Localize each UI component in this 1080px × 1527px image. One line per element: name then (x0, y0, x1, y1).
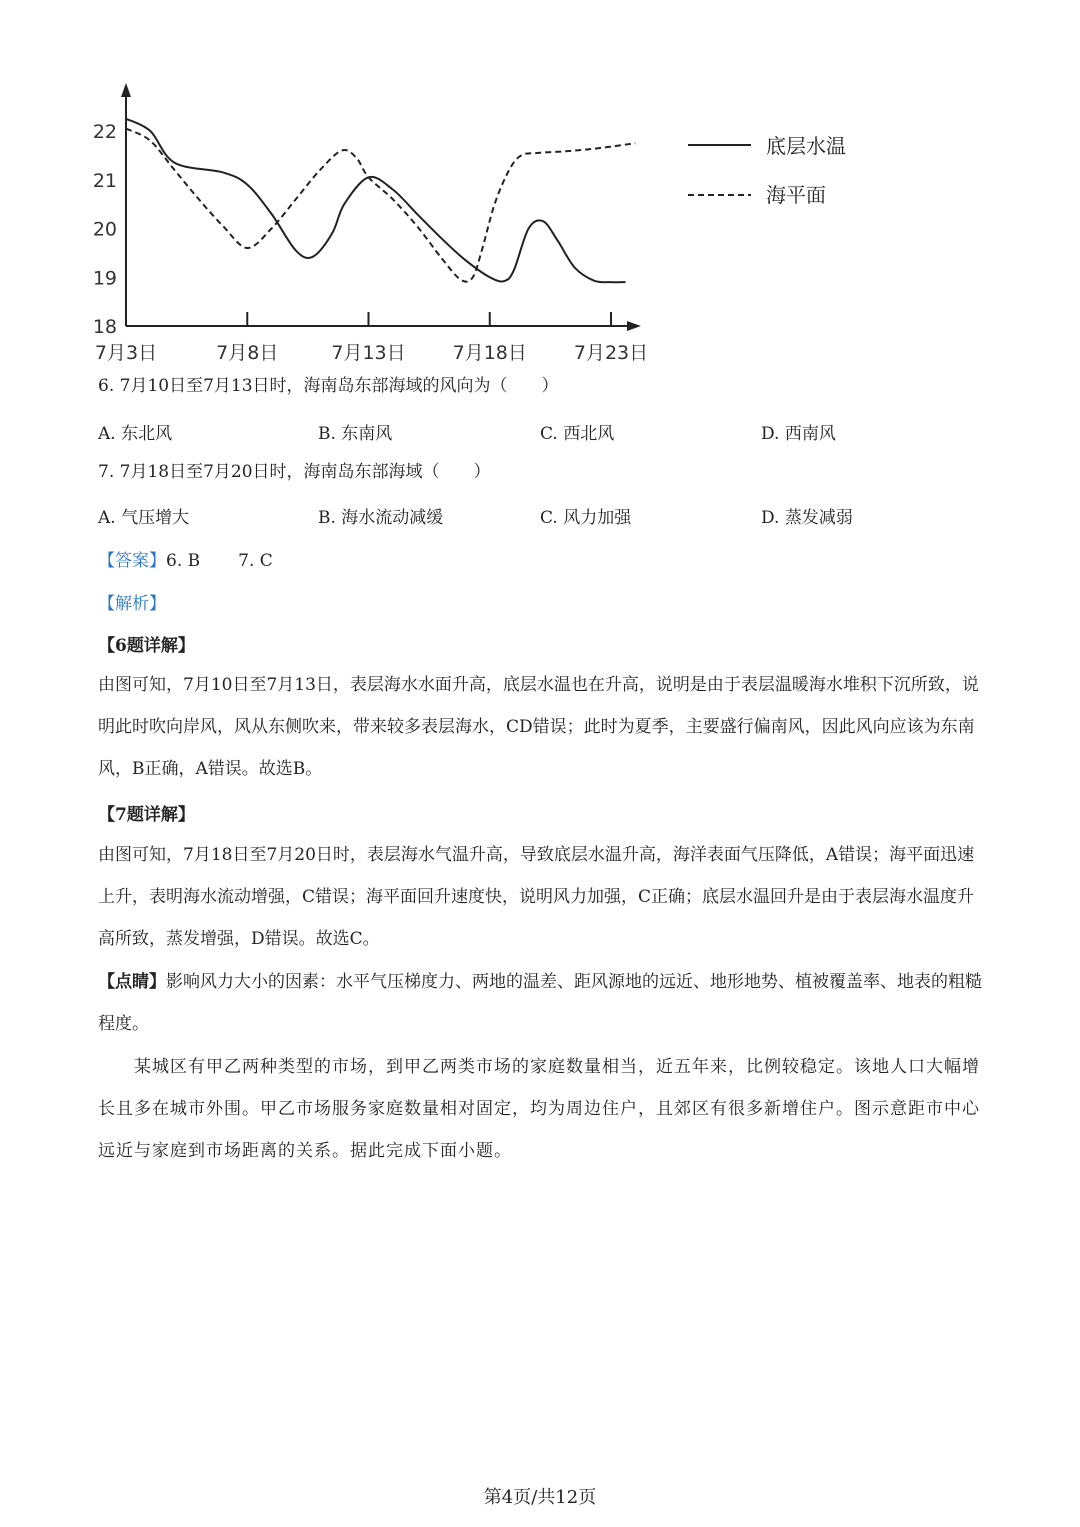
q6-option-d: D. 西南风 (761, 424, 836, 444)
q7-option-c: C. 风力加强 (540, 508, 632, 528)
page-footer: 第4页/共12页 (483, 1487, 597, 1508)
q6-option-b: B. 东南风 (318, 424, 393, 444)
analysis-label: 【解析】 (98, 594, 166, 614)
q7-option-a: A. 气压增大 (98, 508, 190, 528)
detail6-text: 由图可知，7月10日至7月13日，表层海水水面升高，底层水温也在升高，说明是由于表层温暖海水堆积下沉所致，说明此时吹向岸风，风从东侧吹来，带来较多表层海水，CD错误；此时为夏季，主要盛行偏南风，因此风向应该为东南风，B正确，A错误。故选B。 (98, 675, 979, 779)
q6-option-c: C. 西北风 (540, 424, 615, 444)
y-tick-label: 18 (92, 316, 117, 338)
y-tick-label: 19 (92, 267, 117, 290)
passage-text: 某城区有甲乙两种类型的市场，到甲乙两类市场的家庭数量相当，近五年来，比例较稳定。该地人口大幅增长且多在城市外围。甲乙市场服务家庭数量相对固定，均为周边住户，且郊区有很多新增住户。图示意距市中心远近与家庭到市场距离的关系。据此完成下面小题。 (98, 1057, 980, 1161)
legend-label-sea-level: 海平面 (766, 183, 826, 207)
tip-label: 【点睛】 (98, 972, 166, 992)
y-tick-label: 20 (92, 218, 117, 241)
q7-option-b: B. 海水流动减缓 (318, 508, 444, 528)
x-tick-label: 7月13日 (331, 342, 406, 364)
y-axis-arrow (121, 83, 131, 97)
answer-label: 【答案】 (98, 551, 166, 571)
answer-6: 6. B (166, 551, 201, 571)
detail7-title: 【7题详解】 (98, 805, 195, 825)
tip-text: 影响风力大小的因素：水平气压梯度力、两地的温差、距风源地的远近、地形地势、植被覆盖率、地表的粗糙程度。 (98, 972, 982, 1034)
detail6-title: 【6题详解】 (98, 636, 195, 656)
x-tick-label: 7月3日 (94, 342, 158, 364)
x-tick-label: 7月18日 (452, 342, 527, 364)
legend-label-bottom-temp: 底层水温 (766, 134, 846, 158)
tip-block (98, 961, 983, 1045)
y-tick-label: 21 (92, 169, 117, 192)
x-tick-label: 7月8日 (216, 342, 279, 364)
x-axis-arrow (627, 321, 641, 331)
line-chart (85, 75, 885, 380)
q7-option-d: D. 蒸发减弱 (761, 508, 853, 528)
q7-stem: 7. 7月18日至7月20日时，海南岛东部海域（ ） (98, 462, 491, 482)
answer-7: 7. C (238, 551, 273, 571)
x-tick-label: 7月23日 (573, 342, 649, 364)
series-line-sea-level (126, 129, 635, 282)
detail7-text: 由图可知，7月18日至7月20日时，表层海水气温升高，导致底层水温升高，海洋表面气压降低，A错误；海平面迅速上升，表明海水流动增强，C错误；海平面回升速度快，说明风力加强，C正确；底层水温回升是由于表层海水温度升高所致，蒸发增强，D错误。故选C。 (98, 845, 975, 949)
q6-option-a: A. 东北风 (98, 424, 173, 444)
answer-row (98, 546, 273, 571)
q6-stem: 6. 7月10日至7月13日时，海南岛东部海域的风向为（ ） (98, 376, 559, 396)
y-tick-label: 22 (92, 121, 117, 143)
